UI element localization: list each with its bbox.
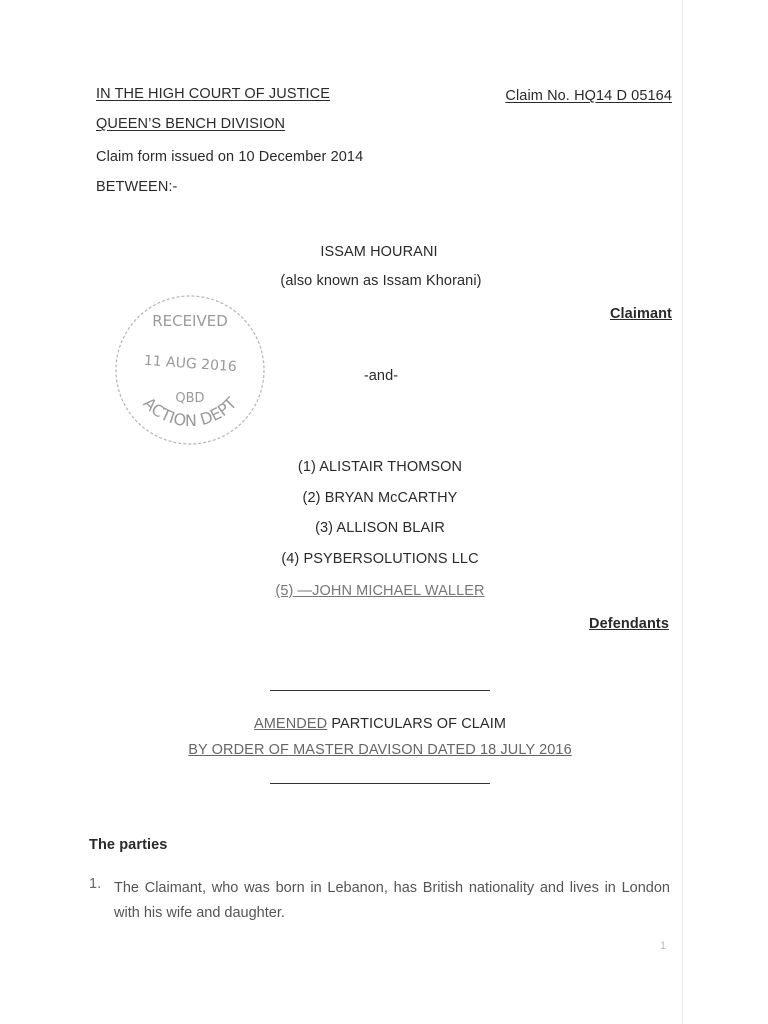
between-label: BETWEEN:- <box>96 179 178 195</box>
defendant-1: (1) ALISTAIR THOMSON <box>297 459 463 475</box>
page-number: 1 <box>660 940 667 952</box>
document-title <box>254 716 506 732</box>
section-heading: The parties <box>89 837 168 853</box>
claimant-role: Claimant <box>609 306 672 322</box>
defendants-role: Defendants <box>589 616 669 632</box>
title-amended: AMENDED <box>253 716 328 732</box>
divider-top <box>270 690 490 691</box>
paragraph-text: The Claimant, who was born in Lebanon, has British nationality and lives in London with his wife and daughter. <box>114 880 670 921</box>
and-separator: -and- <box>363 368 399 384</box>
defendant-2: (2) BRYAN McCARTHY <box>302 490 458 506</box>
order-line: BY ORDER OF MASTER DAVISON DATED 18 JULY 2016 <box>188 742 572 758</box>
issue-date: Claim form issued on 10 December 2014 <box>96 149 364 165</box>
page-edge-line <box>682 0 683 1024</box>
defendant-5: (5) —JOHN MICHAEL WALLER <box>275 583 485 599</box>
stamp-arc: ACTION DEPT <box>139 393 241 431</box>
stamp-dept: QBD <box>175 391 205 406</box>
stamp-date: 11 AUG 2016 <box>143 352 238 376</box>
defendant-3: (3) ALLISON BLAIR <box>315 520 445 536</box>
claimant-aka: (also known as Issam Khorani) <box>280 273 482 289</box>
defendant-4: (4) PSYBERSOLUTIONS LLC <box>281 551 479 567</box>
claimant-name: ISSAM HOURANI <box>320 244 438 260</box>
paragraph-number: 1. <box>89 876 102 892</box>
divider-bottom <box>270 783 490 784</box>
claim-number: Claim No. HQ14 D 05164 <box>505 88 672 104</box>
court-name: IN THE HIGH COURT OF JUSTICE <box>96 86 331 102</box>
stamp-received: RECEIVED <box>152 312 228 330</box>
division-name: QUEEN’S BENCH DIVISION <box>96 116 286 132</box>
received-stamp <box>110 290 270 450</box>
title-rest: PARTICULARS OF CLAIM <box>327 716 507 732</box>
